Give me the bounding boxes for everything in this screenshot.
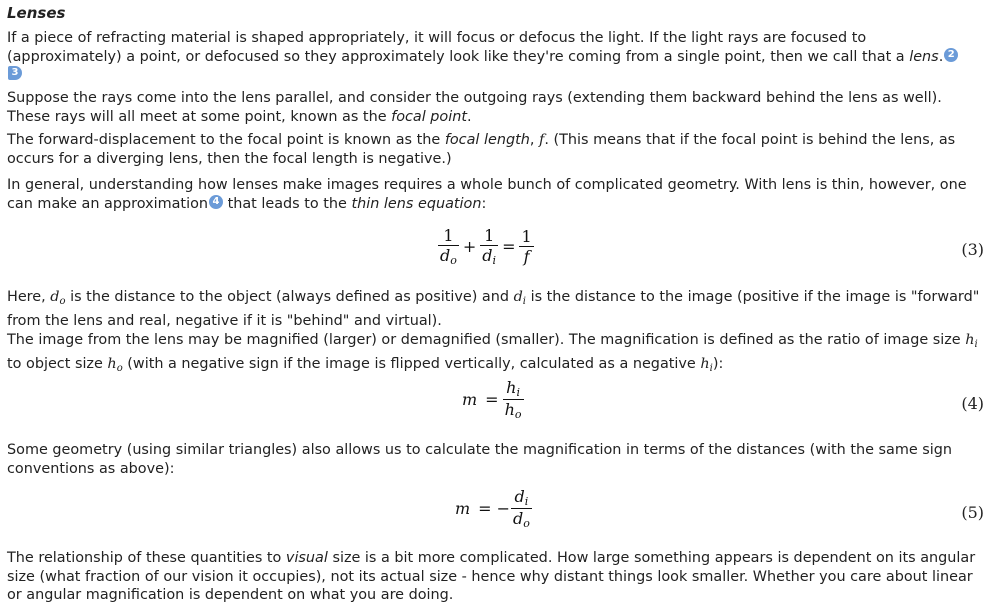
frac-di-do: $\frac{di}{do}$ (512, 487, 530, 530)
p2-text: Suppose the rays come into the lens parallel, and consider the outgoing rays (extending them backward behind the lens as well). These rays will all meet at some point, known as the (7, 90, 942, 125)
equation-4-row (0, 378, 991, 428)
p3-var-f: f (539, 132, 545, 148)
p5-b: is the distance to the object (always defined as positive) and (65, 289, 514, 305)
var-hi-2: $h_i$ (700, 355, 713, 374)
paragraph-similar-triangles (7, 441, 985, 478)
p4-em-thin-lens-equation: thin lens equation (351, 195, 482, 212)
footnote-marker-2[interactable]: 2 (944, 48, 958, 62)
p3-a: The forward-displacement to the focal point is known as the (7, 132, 445, 148)
paragraph-focal-length (7, 131, 985, 168)
p4-c: : (481, 195, 487, 212)
p5-a: Here, (7, 289, 51, 305)
paragraph-lens-definition (7, 29, 985, 85)
paragraph-thin-lens (7, 176, 985, 213)
p6-a: The image from the lens may be magnified (larger) or demagnified (smaller). The magnification is defined as the ratio of image size (7, 332, 966, 348)
p5-c: is the distance to the image (positive if the image is "forward" from the lens and real, negative if it is "behind" and virtual). (7, 289, 980, 329)
equation-3-row (0, 226, 991, 274)
var-hi: $h_i$ (965, 332, 978, 350)
var-di: $d_i$ (513, 289, 526, 307)
p8-b: size is a bit more complicated. How large something appears is dependent on its angular size (what fraction of our vision it occupies), not its actual size - hence why distant things look smaller. Whether you care about linear or angular magnification is dependent on what you are doing. (7, 550, 976, 603)
p2-tail: . (467, 108, 472, 125)
equation-5: m = − $\frac{di}{do}$ (455, 487, 530, 530)
equation-5-row (0, 487, 991, 537)
section-title: Lenses (7, 4, 66, 22)
p6-d: ): (712, 355, 724, 372)
p4-b: that leads to the (223, 195, 352, 212)
equation-4: m = $\frac{hi}{ho}$ (462, 378, 522, 421)
footnote-marker-3[interactable]: 3 (8, 66, 22, 80)
paragraph-visual-size (7, 549, 985, 605)
frac-hi-ho: $\frac{hi}{ho}$ (504, 378, 522, 421)
var-ho: $h_o$ (107, 355, 123, 374)
equation-4-number: (4) (961, 394, 984, 413)
p7-text: Some geometry (using similar triangles) also allows us to calculate the magnification in terms of the distances (with the same sign conventions as above): (7, 442, 953, 477)
p4-a: In general, understanding how lenses make images requires a whole bunch of complicated geometry. With lens is thin, however, one can make an approximation (7, 177, 967, 212)
footnote-marker-4[interactable]: 4 (209, 195, 223, 209)
paragraph-focal-point (7, 89, 985, 126)
p8-em-visual: visual (285, 550, 328, 566)
var-do: $d_o$ (50, 289, 66, 307)
frac-1-di: $\frac{1}{di}$ (482, 226, 497, 267)
equation-3: $\frac{1}{do}$ + $\frac{1}{di}$ = $\frac{1}{f}$ (440, 226, 532, 267)
p1-text: If a piece of refracting material is shaped appropriately, it will focus or defocus the light. If the light rays are focused to (approximately) a point, or defocused so they approximately look like they're coming from a single point, then we call that a (7, 30, 910, 65)
p8-a: The relationship of these quantities to (7, 550, 286, 566)
p1-em-lens: lens (909, 48, 939, 65)
frac-1-do: $\frac{1}{do}$ (440, 226, 457, 267)
p2-em-focal-point: focal point (391, 108, 467, 125)
p1-tail: . (938, 48, 944, 65)
paragraph-magnification (7, 331, 985, 378)
p3-c: . (This means that if the focal point is behind the lens, as occurs for a diverging lens, then the focal length is negative.) (7, 132, 956, 167)
p6-b: to object size (7, 355, 108, 372)
p3-em-focal-length: focal length (444, 132, 530, 148)
equation-3-number: (3) (961, 240, 984, 259)
equation-5-number: (5) (961, 503, 984, 522)
p3-b: , (529, 132, 540, 148)
frac-1-f: $\frac{1}{f}$ (521, 227, 532, 266)
p6-c: (with a negative sign if the image is flipped vertically, calculated as a negative (122, 355, 701, 372)
paragraph-distances (7, 288, 985, 330)
